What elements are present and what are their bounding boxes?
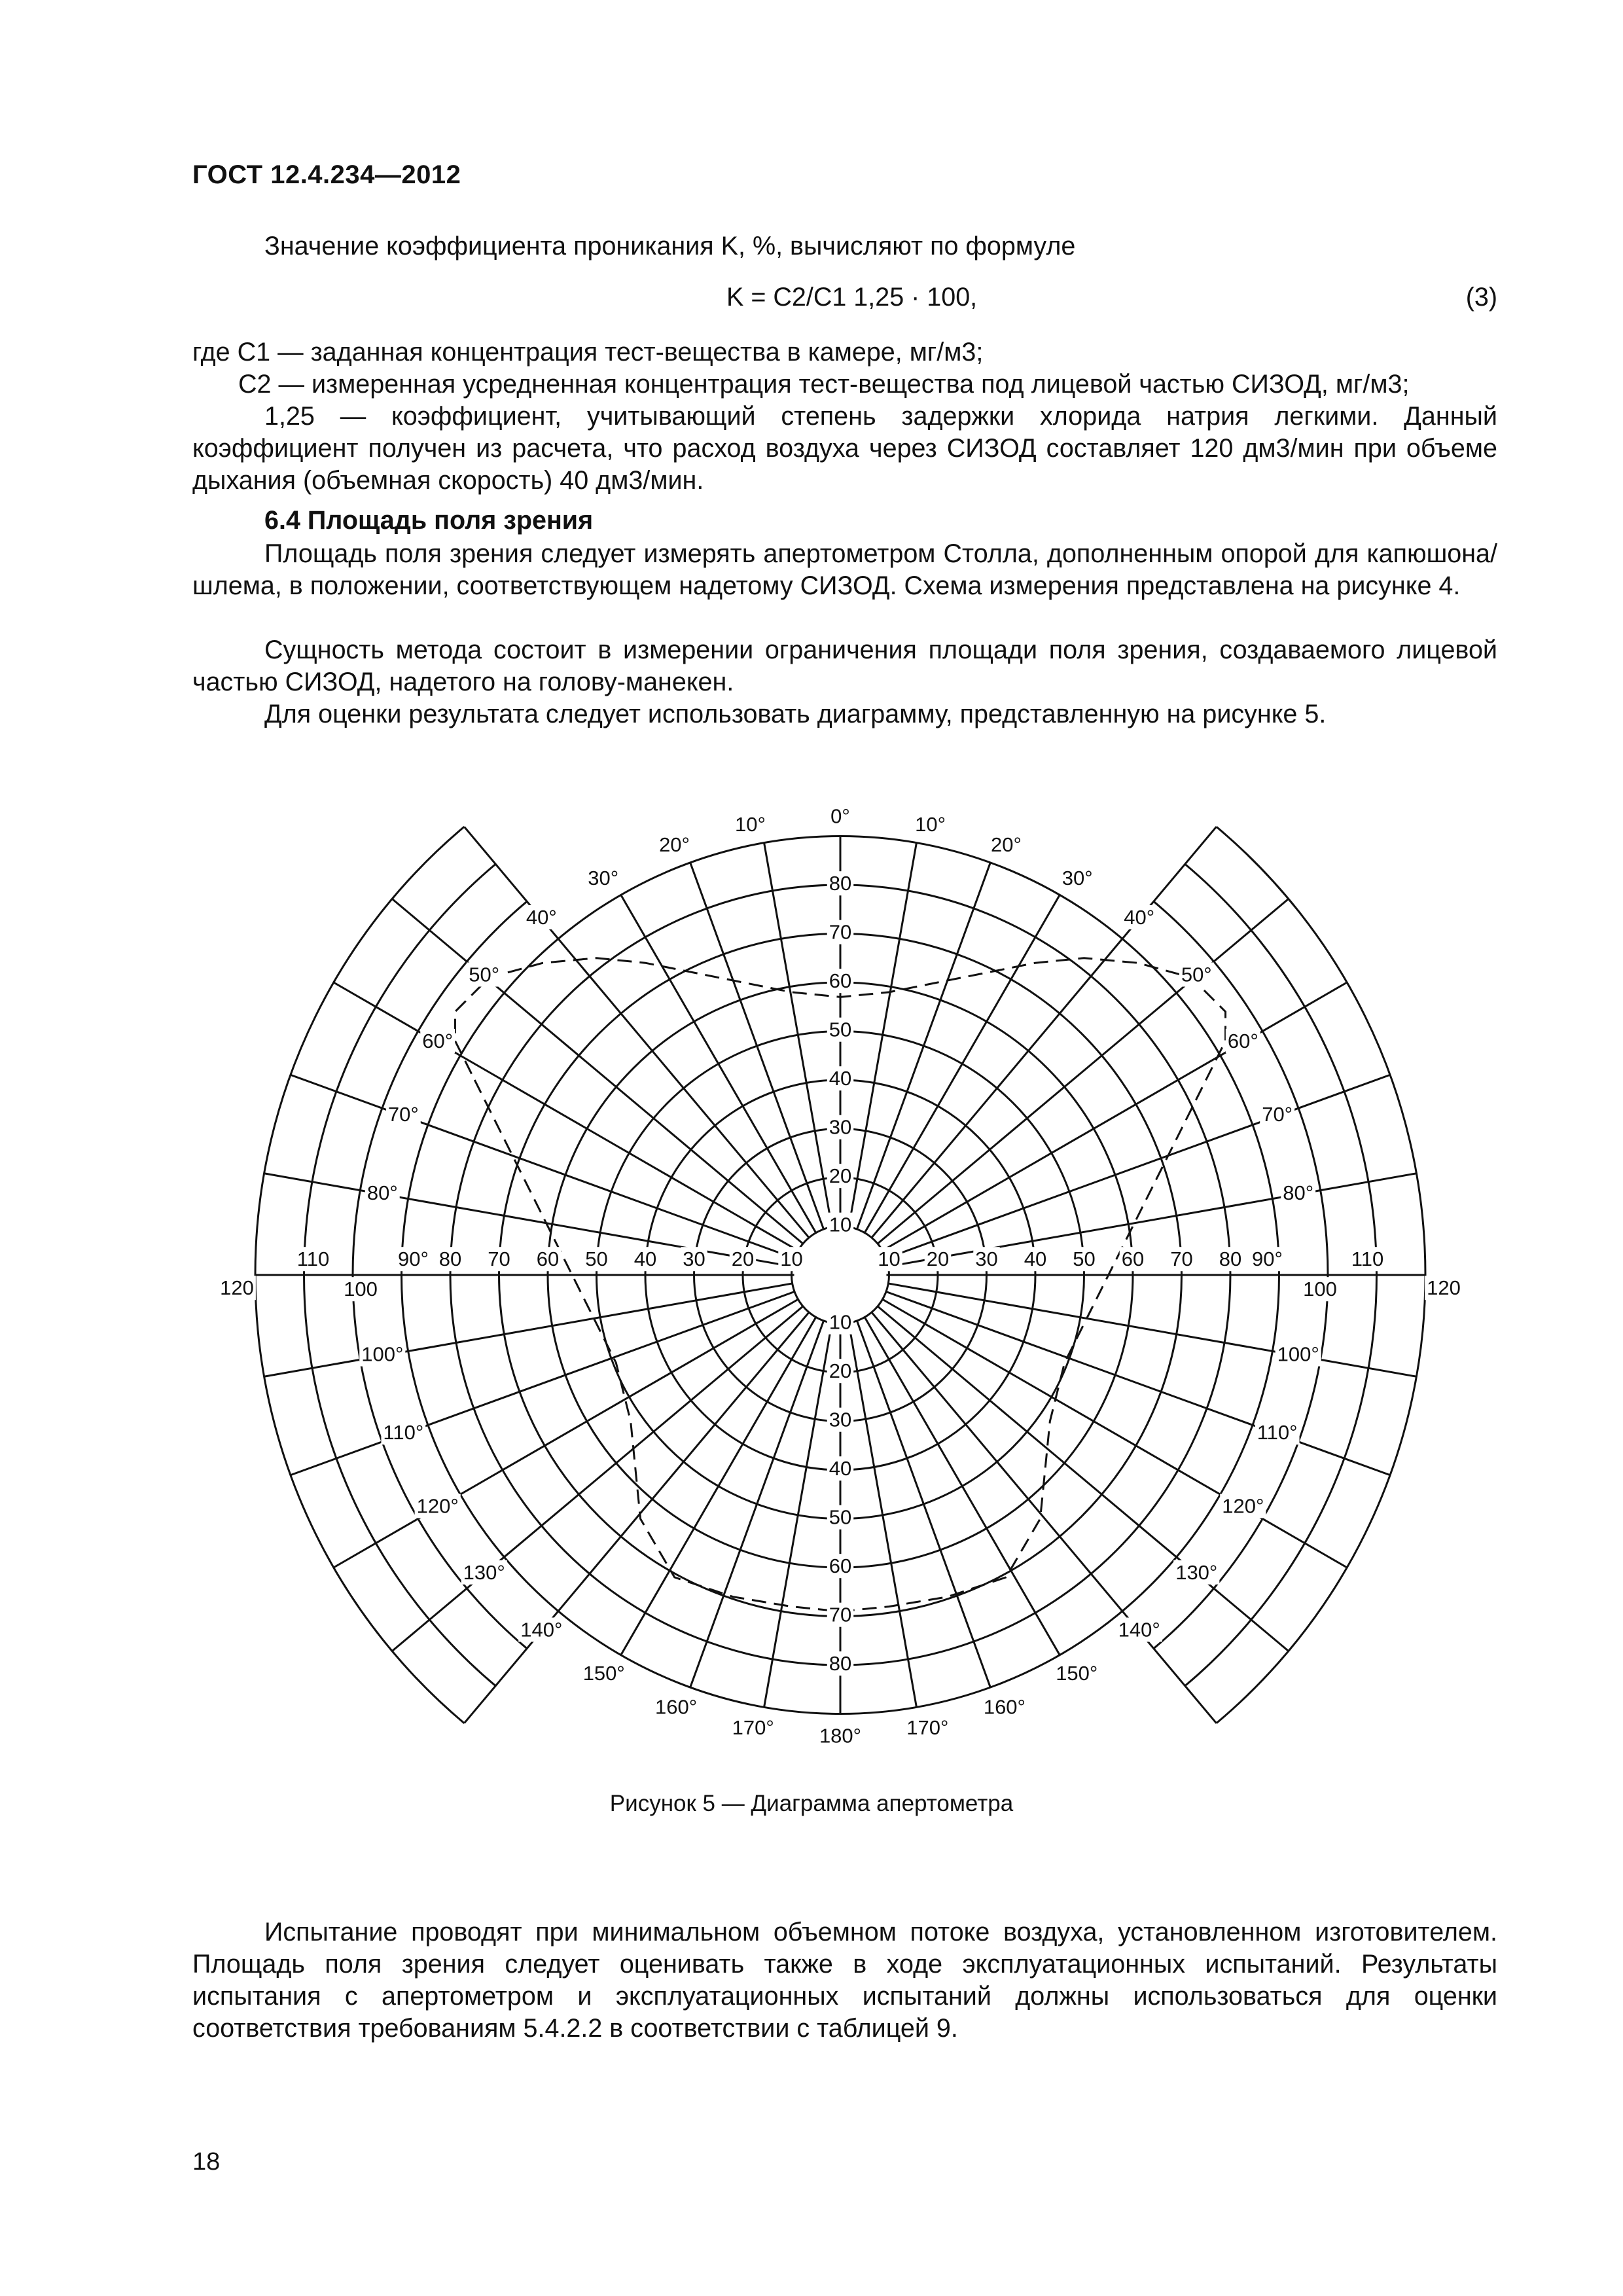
axis-label-up-40: 40 (829, 1067, 852, 1090)
angle-label-left-110: 110° (383, 1421, 424, 1444)
side-label-left-5: 60 (536, 1247, 560, 1271)
side-label-right-0: 10 (878, 1247, 901, 1271)
angle-label-right-140: 140° (1118, 1618, 1160, 1641)
angle-label-top-right-10: 10° (915, 813, 946, 836)
side-label-right-4: 50 (1073, 1247, 1096, 1271)
angle-label-top-left-30: 30° (588, 866, 619, 889)
paragraph-2: Сущность метода состоит в измерении ограничения площади поля зрения, создаваемого лицевой частью СИЗОД, надетого на голову-манекен. (192, 636, 1497, 696)
axis-label-down-30: 30 (829, 1408, 852, 1431)
side-label-right-5: 60 (1121, 1247, 1145, 1271)
side-label-right-3: 40 (1024, 1247, 1047, 1271)
side-label-right-1: 20 (926, 1247, 950, 1271)
angle-label-right-80: 80° (1283, 1181, 1314, 1204)
formula-number: (3) (1465, 283, 1497, 312)
angle-label-left-70: 70° (387, 1103, 419, 1126)
angle-label-right-100: 100° (1277, 1342, 1319, 1366)
axis-label-up-20: 20 (829, 1164, 852, 1188)
angle-label-left-50: 50° (469, 963, 500, 986)
axis-label-up-80: 80 (829, 872, 852, 895)
section-number: 6.4 (264, 506, 300, 535)
angle-label-left-120: 120° (416, 1494, 459, 1518)
side-label-right-11: 120 (1427, 1276, 1461, 1300)
axis-label-down-70: 70 (829, 1603, 852, 1626)
angle-label-bottom-left-150: 150° (582, 1662, 625, 1685)
paragraph-1: Площадь поля зрения следует измерять апертометром Столла, дополненным опорой для капюшона/шлема, в положении, соответствующем надетому СИЗОД. Схема измерения представлена на рисунке 4. (192, 539, 1497, 600)
radial-line-210 (621, 1318, 816, 1655)
radial-line-310 (392, 899, 803, 1244)
radial-line-230 (392, 1306, 803, 1651)
axis-label-down-20: 20 (829, 1359, 852, 1383)
formula: K = C2/C1 1,25 · 100, (726, 283, 978, 312)
angle-label-right-40: 40° (1124, 905, 1155, 929)
angle-label-left-60: 60° (422, 1029, 454, 1052)
angle-label-right-60: 60° (1227, 1029, 1258, 1052)
closing-paragraph: Испытание проводят при минимальном объемном потоке воздуха, установленном изготовителем. Площадь поля зрения следует оценивать также в ходе эксплуатационных испытаний. Результаты испытания с апертометром и эксплуатационных испытаний должны использоваться для оценки соответствия требованиям 5.4.2.2 в соответствии с таблицей 9. (192, 1918, 1497, 2043)
side-label-right-10: 110 (1351, 1247, 1384, 1271)
axis-label-up-10: 10 (829, 1213, 852, 1236)
radial-line-220 (464, 1312, 809, 1723)
angle-label-bottom-left-160: 160° (655, 1695, 698, 1719)
paragraph-3: Для оценки результата следует использовать диаграмму, представленную на рисунке 5. (264, 700, 1327, 728)
side-label-left-6: 70 (488, 1247, 510, 1271)
page-number: 18 (192, 2148, 221, 2176)
side-label-left-2: 30 (683, 1247, 705, 1271)
angle-label-bottom-right-150: 150° (1056, 1662, 1098, 1685)
angle-label-left-130: 130° (463, 1560, 505, 1584)
axis-label-down-10: 10 (829, 1310, 852, 1334)
radial-line-190 (764, 1323, 832, 1707)
legend-k125: 1,25 — коэффициент, учитывающий степень задержки хлорида натрия легкими. Данный коэффициент получен из расчета, что расход воздуха через СИЗОД составляет 120 дм3/мин при объеме дыхания (объемная скорость) 40 дм3/мин. (192, 402, 1497, 495)
angle-label-0: 0° (830, 804, 850, 828)
side-label-left-0: 10 (780, 1247, 803, 1271)
radial-line-30 (865, 895, 1060, 1232)
angle-label-right-130: 130° (1175, 1560, 1218, 1584)
radial-line-170 (849, 1323, 916, 1707)
legend-c2: C2 — измеренная усредненная концентрация тест-вещества под лицевой частью СИЗОД, мг/м3; (238, 370, 1410, 399)
side-label-left-9: 100 (344, 1278, 378, 1301)
radial-line-40 (872, 827, 1217, 1238)
axis-label-down-40: 40 (829, 1457, 852, 1480)
section-title: Площадь поля зрения (307, 506, 594, 535)
legend-c1: где C1 — заданная концентрация тест-вещества в камере, мг/м3; (192, 338, 984, 367)
angle-label-bottom-right-160: 160° (983, 1695, 1026, 1719)
axis-label-up-60: 60 (829, 969, 852, 993)
side-label-left-1: 20 (731, 1247, 755, 1271)
radial-line-130 (878, 1306, 1289, 1651)
radial-line-330 (621, 895, 816, 1232)
side-label-left-7: 80 (438, 1247, 462, 1271)
axis-label-up-70: 70 (829, 920, 852, 944)
angle-label-bottom-left-170: 170° (732, 1716, 774, 1740)
angle-label-top-left-20: 20° (659, 833, 690, 857)
side-label-right-9: 100 (1303, 1278, 1337, 1301)
angle-label-left-100: 100° (361, 1342, 404, 1366)
axis-label-up-50: 50 (829, 1018, 852, 1041)
axis-label-down-50: 50 (829, 1505, 852, 1529)
axis-label-up-30: 30 (829, 1115, 852, 1139)
angle-label-right-110: 110° (1257, 1421, 1298, 1444)
side-label-right-6: 70 (1170, 1247, 1193, 1271)
radial-line-350 (764, 843, 832, 1227)
angle-label-right-70: 70° (1262, 1103, 1293, 1126)
radial-line-320 (464, 827, 809, 1238)
side-label-right-2: 30 (975, 1247, 998, 1271)
angle-label-left-140: 140° (520, 1618, 563, 1641)
side-label-left-10: 110 (296, 1247, 330, 1271)
angle-label-right-50: 50° (1181, 963, 1212, 986)
figure-caption: Рисунок 5 — Диаграмма апертометра (609, 1791, 1014, 1816)
radial-line-10 (849, 843, 916, 1227)
angle-label-left-40: 40° (526, 905, 557, 929)
axis-label-down-60: 60 (829, 1554, 852, 1578)
angle-label-top-right-20: 20° (991, 833, 1022, 857)
radial-line-50 (878, 899, 1289, 1244)
axis-label-down-80: 80 (829, 1652, 852, 1676)
angle-label-top-right-30: 30° (1061, 866, 1093, 889)
side-label-left-3: 40 (633, 1247, 657, 1271)
angle-label-right-120: 120° (1222, 1494, 1264, 1518)
angle-label-top-left-10: 10° (734, 813, 766, 836)
side-label-right-7: 80 (1219, 1247, 1242, 1271)
side-label-left-8: 90° (398, 1247, 429, 1271)
side-label-left-11: 120 (220, 1276, 254, 1300)
radial-line-150 (865, 1318, 1060, 1655)
formula-intro: Значение коэффициента проникания K, %, вычисляют по формуле (264, 232, 1076, 260)
angle-label-bottom-right-170: 170° (906, 1716, 949, 1740)
center-disk (794, 1229, 887, 1321)
angle-label-left-80: 80° (366, 1181, 398, 1204)
side-label-right-8: 90° (1252, 1247, 1283, 1271)
side-label-left-4: 50 (585, 1247, 608, 1271)
angle-label-180: 180° (819, 1724, 862, 1748)
radial-line-140 (872, 1312, 1217, 1723)
document-header: ГОСТ 12.4.234—2012 (192, 160, 461, 189)
